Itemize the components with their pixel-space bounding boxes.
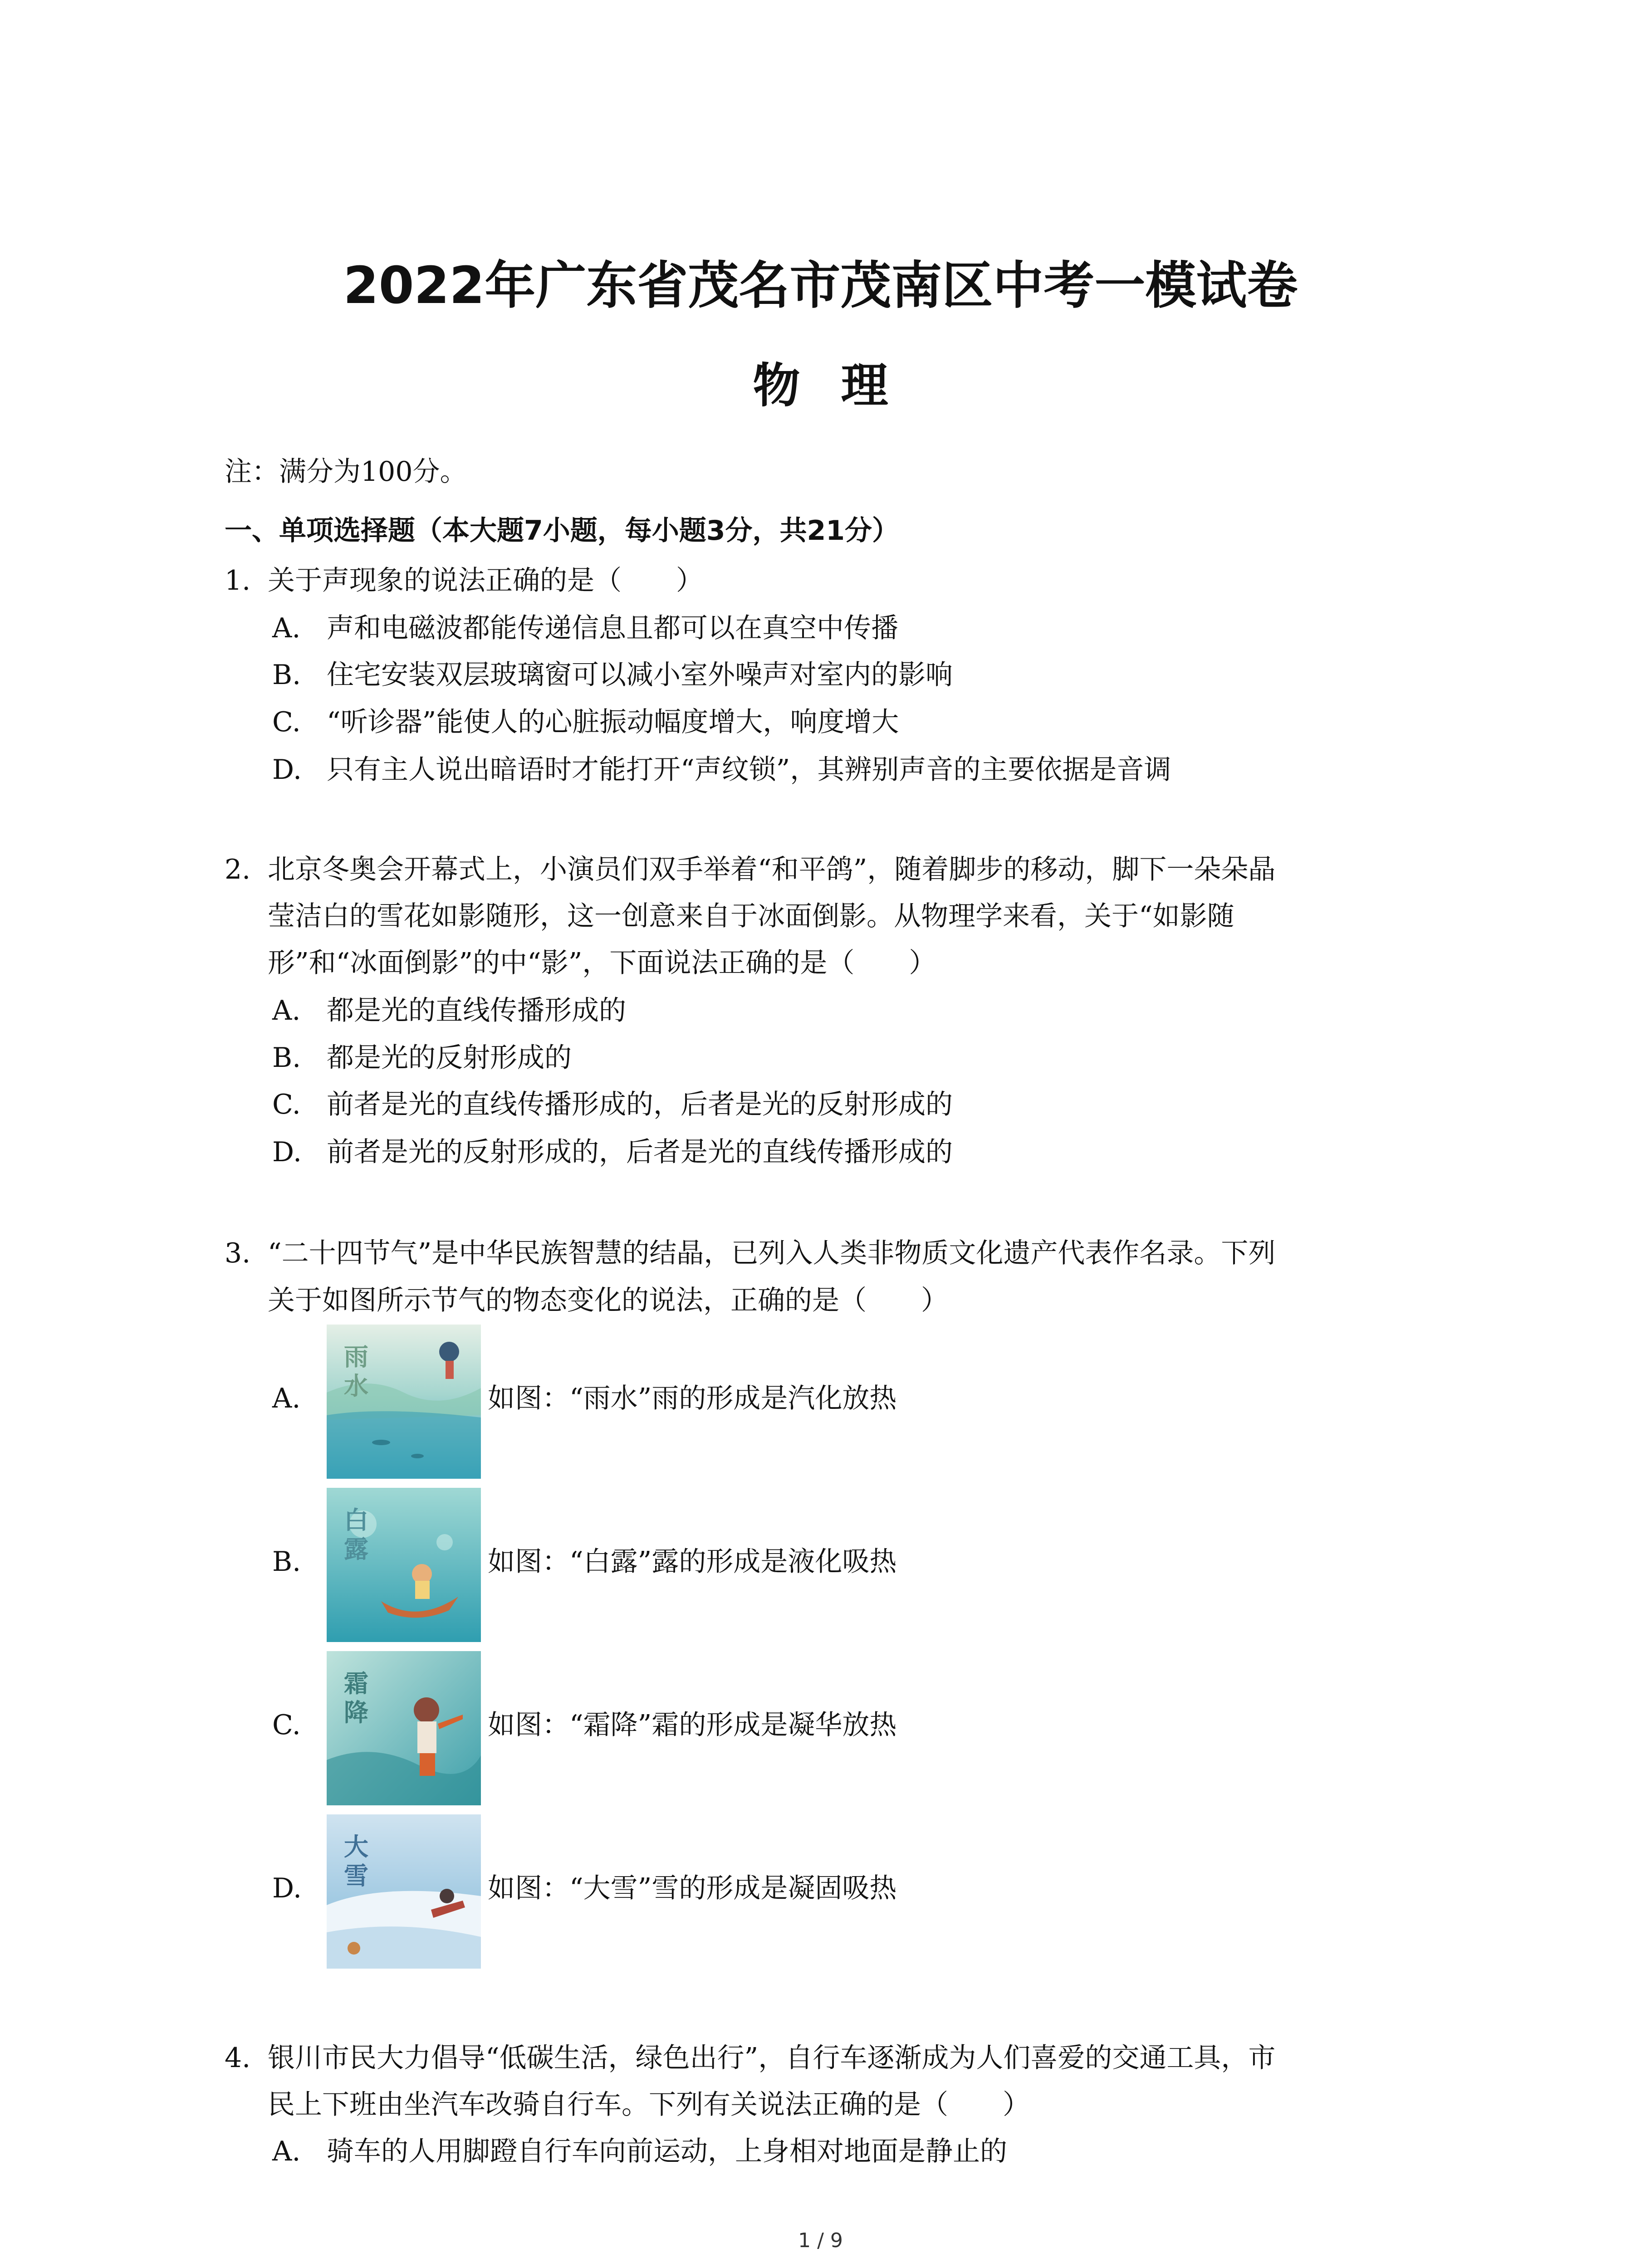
solar-term-image-frost-descent xyxy=(327,1651,481,1805)
option-b-text: 如图：“白露”露的形成是液化吸热 xyxy=(488,1546,897,1578)
option-letter: B. xyxy=(272,659,301,691)
option-text: 都是光的反射形成的 xyxy=(327,1042,572,1074)
question-stem xyxy=(225,2038,1275,2078)
question-text: 北京冬奥会开幕式上，小演员们双手举着“和平鸽”，随着脚步的移动，脚下一朵朵晶 xyxy=(268,854,1276,885)
option-a-text: 如图：“雨水”雨的形成是汽化放热 xyxy=(488,1383,897,1414)
option-d-letter: D. xyxy=(272,1872,302,1904)
option-c-letter: C. xyxy=(272,1709,301,1741)
score-note: 注：满分为100分。 xyxy=(225,456,467,488)
option-letter: D. xyxy=(272,754,302,786)
option-letter: C. xyxy=(272,1089,301,1120)
solar-term-image-white-dew xyxy=(327,1488,481,1642)
option-d xyxy=(272,1132,953,1173)
option-text: “听诊器”能使人的心脏振动幅度增大，响度增大 xyxy=(327,706,899,738)
question-number: 2. xyxy=(225,854,251,885)
image-label: 大雪 xyxy=(344,1833,368,1890)
subject-title: 物理 xyxy=(753,358,929,413)
solar-term-image-rain-water xyxy=(327,1325,481,1479)
option-letter: A. xyxy=(272,2136,301,2167)
option-b xyxy=(272,655,953,695)
question-stem xyxy=(225,560,703,601)
option-a xyxy=(272,608,898,649)
option-letter: A. xyxy=(272,995,301,1026)
option-b xyxy=(272,1037,572,1078)
question-number: 3. xyxy=(225,1237,251,1269)
option-c xyxy=(272,702,899,743)
image-label: 霜降 xyxy=(344,1669,368,1727)
option-text: 前者是光的直线传播形成的，后者是光的反射形成的 xyxy=(327,1089,953,1120)
option-d xyxy=(272,749,1171,790)
option-letter: A. xyxy=(272,612,301,644)
question-text-line-3: 形”和“冰面倒影”的中“影”，下面说法正确的是（ ） xyxy=(268,947,936,979)
question-text: 银川市民大力倡导“低碳生活，绿色出行”，自行车逐渐成为人们喜爱的交通工具，市 xyxy=(268,2042,1276,2074)
option-d-text: 如图：“大雪”雪的形成是凝固吸热 xyxy=(488,1872,897,1904)
question-text-line-2: 关于如图所示节气的物态变化的说法，正确的是（ ） xyxy=(268,1285,948,1316)
option-letter: D. xyxy=(272,1136,302,1168)
question-text-line-2: 莹洁白的雪花如影随形，这一创意来自于冰面倒影。从物理学来看，关于“如影随 xyxy=(268,900,1234,932)
option-letter: C. xyxy=(272,706,301,738)
section-heading: 一、单项选择题（本大题7小题，每小题3分，共21分） xyxy=(225,515,899,547)
option-c xyxy=(272,1084,953,1125)
option-text: 声和电磁波都能传递信息且都可以在真空中传播 xyxy=(327,612,898,644)
option-b-letter: B. xyxy=(272,1546,301,1578)
option-text: 前者是光的反射形成的，后者是光的直线传播形成的 xyxy=(327,1136,953,1168)
option-text: 住宅安装双层玻璃窗可以减小室外噪声对室内的影响 xyxy=(327,659,953,691)
option-text: 都是光的直线传播形成的 xyxy=(327,995,626,1026)
page-number: 1 / 9 xyxy=(798,2229,843,2252)
option-c-text: 如图：“霜降”霜的形成是凝华放热 xyxy=(488,1709,897,1741)
solar-term-image-great-snow xyxy=(327,1814,481,1969)
option-letter: B. xyxy=(272,1042,301,1074)
question-stem xyxy=(225,1233,1275,1274)
image-label: 雨水 xyxy=(344,1343,368,1400)
question-text: 关于声现象的说法正确的是（ ） xyxy=(268,565,703,596)
option-a xyxy=(272,2131,1007,2172)
option-text: 骑车的人用脚蹬自行车向前运动，上身相对地面是静止的 xyxy=(327,2136,1007,2167)
question-text: “二十四节气”是中华民族智慧的结晶，已列入人类非物质文化遗产代表作名录。下列 xyxy=(268,1237,1276,1269)
question-text-line-2: 民上下班由坐汽车改骑自行车。下列有关说法正确的是（ ） xyxy=(268,2089,1030,2121)
question-stem xyxy=(225,849,1275,890)
question-number: 1. xyxy=(225,565,251,596)
image-label: 白露 xyxy=(344,1506,368,1564)
option-text: 只有主人说出暗语时才能打开“声纹锁”，其辨别声音的主要依据是音调 xyxy=(327,754,1171,786)
exam-title: 2022年广东省茂名市茂南区中考一模试卷 xyxy=(343,256,1298,315)
question-number: 4. xyxy=(225,2042,251,2074)
option-a-letter: A. xyxy=(272,1383,301,1414)
option-a xyxy=(272,990,626,1031)
